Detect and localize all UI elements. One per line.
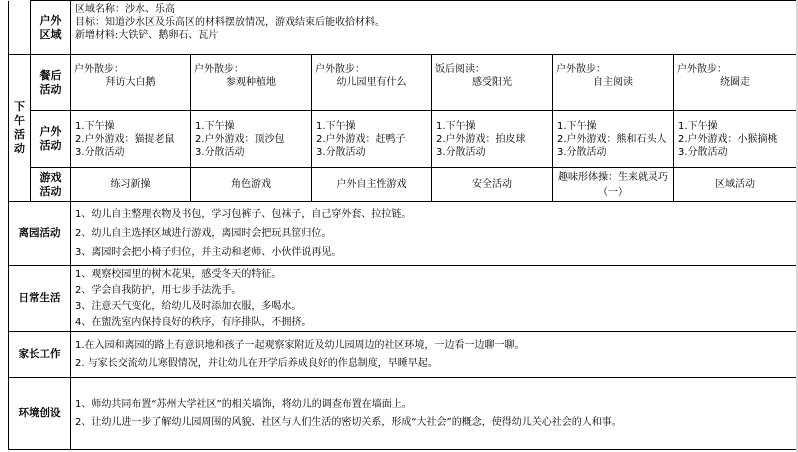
outdoor-activity-cell: 1.下午操 2.户外游戏：小猴摘桃 3.分散活动 [674, 111, 797, 168]
schedule-table [8, 0, 797, 450]
after-meal-cell: 户外散步： 绕圈走 [674, 55, 797, 111]
game-activity-cell: 趣味形体操：生来就灵巧 （一） [553, 168, 674, 202]
daily-life-line: 2、学会自我防护，用七步手法洗手。 [75, 284, 242, 296]
outdoor-activity-label: 户外 活动 [31, 111, 71, 168]
daily-life-line: 4、在盥洗室内保持良好的秩序，有序排队，不拥挤。 [75, 316, 312, 328]
outdoor-area-line: 新增材料:大铁铲、鹅卵石、瓦片 [75, 30, 219, 41]
outdoor-activity-cell: 1.下午操 2.户外游戏：熊和石头人 3.分散活动 [553, 111, 674, 168]
game-activity-cell: 区域活动 [674, 168, 797, 202]
outdoor-activity-row [9, 111, 797, 168]
blank-cell [9, 1, 31, 55]
game-activity-cell: 户外自主性游戏 [312, 168, 432, 202]
outdoor-activity-cell: 1.下午操 2.户外游戏：顶沙包 3.分散活动 [191, 111, 312, 168]
after-meal-cell: 户外散步： 自主阅读 [553, 55, 674, 111]
leaving-content [71, 202, 797, 266]
outdoor-activity-cell: 1.下午操 2.户外游戏：猫捉老鼠 3.分散活动 [71, 111, 191, 168]
leaving-line: 2、幼儿自主选择区域进行游戏，离园时会把玩具筐归位。 [75, 228, 332, 239]
outdoor-area-content [71, 1, 797, 55]
outdoor-area-label [31, 1, 71, 55]
outdoor-area-label-2: 区域 [39, 27, 62, 41]
daily-life-label: 日常生活 [9, 266, 71, 332]
environment-content [71, 378, 797, 450]
environment-line: 1、师幼共同布置“苏州大学社区”的相关墙饰，将幼儿的调查布置在墙面上。 [75, 398, 412, 410]
after-meal-cell: 户外散步： 参观种植地 [191, 55, 312, 111]
environment-label: 环境创设 [9, 378, 71, 450]
after-meal-cell: 饭后阅读： 感受阳光 [432, 55, 553, 111]
daily-life-line: 1、观察校园里的树木花果，感受冬天的特征。 [75, 268, 282, 280]
environment-line: 2、让幼儿进一步了解幼儿园周围的风貌、社区与人们生活的密切关系，形成“大社会”的概念，使得幼儿关心社会的人和事。 [75, 416, 622, 428]
leaving-label: 离园活动 [9, 202, 71, 266]
leaving-row [9, 202, 797, 266]
parents-line: 2. 与家长交流幼儿寒假情况，并让幼儿在开学后养成良好的作息制度，早睡早起。 [75, 357, 438, 369]
after-meal-cell: 户外散步： 幼儿园里有什么 [312, 55, 432, 111]
outdoor-area-line: 目标：知道沙水区及乐高区的材料摆放情况，游戏结束后能收拾材料。 [75, 17, 385, 28]
parents-row [9, 332, 797, 378]
outdoor-activity-cell: 1.下午操 2.户外游戏：赶鸭子 3.分散活动 [312, 111, 432, 168]
leaving-line: 3、离园时会把小椅子归位，并主动和老师、小伙伴说再见。 [75, 247, 342, 258]
game-activity-label: 游戏 活动 [31, 168, 71, 202]
outdoor-area-row [9, 1, 797, 55]
parents-label: 家长工作 [9, 332, 71, 378]
game-activity-cell: 安全活动 [432, 168, 553, 202]
outdoor-area-label-1: 户外 [39, 13, 62, 27]
outdoor-area-line: 区域名称：沙水、乐高 [75, 4, 175, 15]
after-meal-label: 餐后 活动 [31, 55, 71, 111]
parents-content [71, 332, 797, 378]
daily-life-content [71, 266, 797, 332]
game-activity-cell: 练习新操 [71, 168, 191, 202]
parents-line: 1.在入园和离园的路上有意识地和孩子一起观察家附近及幼儿园周边的社区环境，一边看一边聊一聊。 [75, 339, 525, 351]
game-activity-row [9, 168, 797, 202]
after-meal-row [9, 55, 797, 111]
afternoon-label: 下 午 活 动 [9, 55, 31, 202]
after-meal-cell: 户外散步： 拜访大白鹅 [71, 55, 191, 111]
game-activity-cell: 角色游戏 [191, 168, 312, 202]
daily-life-line: 3、注意天气变化，给幼儿及时添加衣服，多喝水。 [75, 300, 302, 312]
environment-row [9, 378, 797, 450]
daily-life-row [9, 266, 797, 332]
leaving-line: 1、幼儿自主整理衣物及书包，学习包裤子、包袜子，自己穿外套、拉拉链。 [75, 209, 412, 220]
outdoor-activity-cell: 1.下午操 2.户外游戏：拍皮球 3.分散活动 [432, 111, 553, 168]
